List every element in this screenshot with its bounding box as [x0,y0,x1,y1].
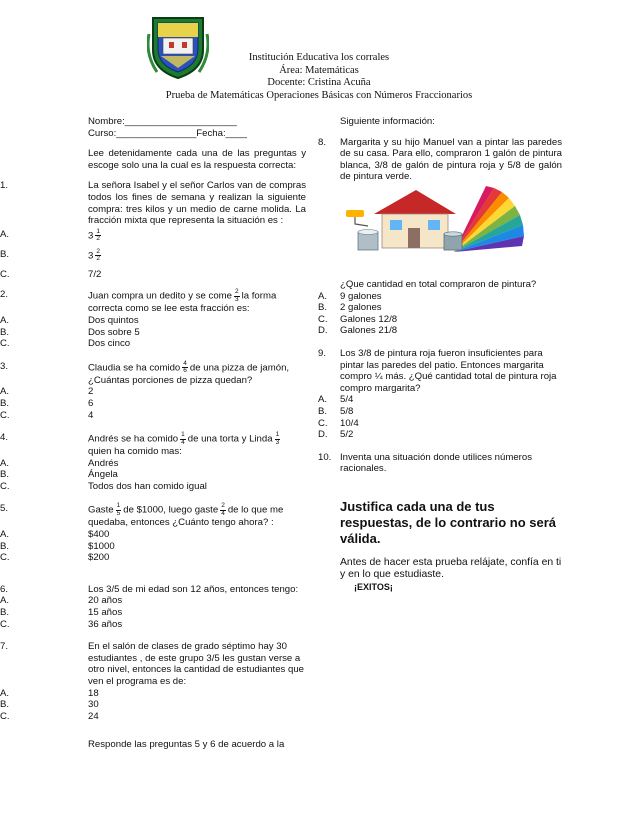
institution-name: Institución Educativa los corrales [248,52,390,63]
answer-option: C. 7/2 [0,268,102,280]
fraction: $\frac{1}{2}$ [96,227,100,243]
question-7: 7. En el salón de clases de grado séptimo hay 30 estudiantes , de este grupo 3/5 les gustan verse a otro nivel, entonces la cantidad de estudiantes que ven el programa es de: [0,641,305,687]
answer-option: C. Todos dos han comido igual [0,480,207,492]
answer-option: C. Dos cinco [0,338,131,350]
answer-option: A. 2 [0,386,94,398]
fraction: $\frac{1}{3}$ [275,431,280,446]
answer-option: C. 24 [0,710,99,722]
answer-option: B. 2 galones [318,302,382,314]
course-date-field: Curso:_______________Fecha:____ [88,127,247,139]
instruction-note: Responde las preguntas 5 y 6 de acuerdo a la [88,739,285,751]
encouragement-note: Antes de hacer esta prueba relájate, confía en ti y en lo que estudiaste. [340,556,562,581]
fraction: $\frac{2}{2}$ [96,247,100,263]
question-number: 1. [0,180,9,192]
answer-option: B. Dos sobre 5 [0,326,140,338]
question-text: La señora Isabel y el señor Carlos van de compras todos los fines de semana y realizan la siguiente compra: tres kilos y un medio de carne molida. La fracción mixta que representa la situación es : [88,180,306,227]
fraction: $\frac{1}{4}$ [181,431,185,446]
info-intro: Siguiente información: [340,116,435,127]
fraction: $\frac{2}{3}$ [235,288,239,303]
question-5: 5. Gaste $\frac{1}{5}$ de $1000, luego gaste $\frac{2}{4}$ de lo que me quedaba, entonces ¿Cuánto tengo ahora? : [0,502,284,529]
fraction: $\frac{2}{4}$ [221,502,225,517]
answer-option: A. $400 [0,529,110,541]
answer-option: A. 18 [0,687,99,699]
answer-option: B. 6 [0,397,94,409]
answer-option: C. 10/4 [318,417,359,429]
left-column [0,116,318,751]
paint-swatch-fan [454,186,524,252]
answer-option: C. 36 años [0,618,123,630]
answer-option: B. 3 $\frac{2}{2}$ [0,247,100,263]
question-text: ¿Que cantidad en total compraron de pintura? [340,278,537,290]
answer-option: B. Ángela [0,469,118,481]
success-note: ¡EXITOS¡ [354,581,393,592]
answer-option: B. 15 años [0,607,123,619]
instructions: Lee detenidamente cada una de las preguntas y escoge solo una la cual es la respuesta correcta: [88,148,306,171]
name-field: Nombre:_____________________ [88,116,237,127]
fraction: $\frac{4}{6}$ [183,359,187,375]
fraction: $\frac{1}{5}$ [116,502,121,517]
answer-option: A. 3 $\frac{1}{2}$ [0,227,100,243]
question-6: 6. Los 3/5 de mi edad son 12 años, entonces tengo: [0,583,299,595]
subject-area: Área: Matemáticas [279,64,359,76]
house-paint-illustration [344,180,530,254]
answer-option: A. Dos quintos [0,314,139,326]
question-4: 4. Andrés se ha comido $\frac{1}{4}$ de una torta y Linda $\frac{1}{3}$ quien ha comido mas: [0,431,280,458]
answer-option: B. $1000 [0,540,115,552]
teacher-name: Docente: Cristina Acuña [267,77,371,88]
question-10: 10. Inventa una situación donde utilices números racionales. [318,451,532,475]
answer-option: C. $200 [0,552,110,564]
question-9: 9. Los 3/8 de pintura roja fueron insuficientes para pintar las paredes del patio. Entonces margarita compro ¼ más. ¿Qué cantidad total de pintura roja compro margarita? [318,347,557,394]
question-8: 8. Margarita y su hijo Manuel van a pintar las paredes de su casa. Para ello, compraron 1 galón de pintura blanca, 3/8 de galón de pintura roja y 5/8 de galón de pintura verde. [318,136,562,183]
answer-option: A. 5/4 [318,394,354,406]
answer-option: B. 5/8 [318,405,354,417]
answer-option: A. 9 galones [318,290,382,302]
question-3: 3. Claudia se ha comido $\frac{4}{6}$ de una pizza de jamón, ¿Cuántas porciones de pizza quedan? [0,359,290,386]
answer-option: C. 4 [0,409,94,421]
answer-option: D. Galones 21/8 [318,325,398,337]
test-title: Prueba de Matemáticas Operaciones Básicas con Números Fraccionarios [165,89,473,101]
paint-roller-icon [346,210,368,226]
document-header [0,52,638,102]
answer-option: B. 30 [0,699,99,711]
answer-option: D. 5/2 [318,429,354,441]
justify-note: Justifica cada una de tus respuestas, de lo contrario no será válida. [340,498,557,546]
answer-option: A. Andrés [0,457,119,469]
answer-option: A. 20 años [0,595,123,607]
answer-option: C. Galones 12/8 [318,313,398,325]
question-2: 2. Juan compra un dedito y se come $\frac{2}{3}$ la forma correcta como se lee esta fracción es: [0,288,277,315]
question-1 [0,180,318,226]
